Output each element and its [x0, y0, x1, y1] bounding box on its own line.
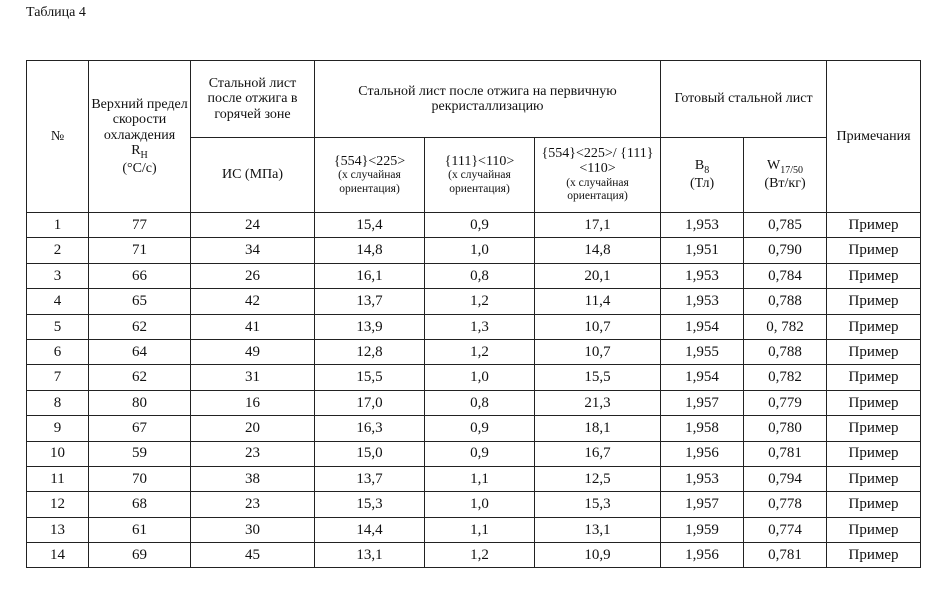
cell-554-225: 15,4	[315, 213, 425, 238]
cell-b8: 1,953	[661, 213, 744, 238]
cell-b8: 1,951	[661, 238, 744, 263]
cell-note: Пример	[827, 213, 921, 238]
cell-cooling-rate: 65	[89, 289, 191, 314]
cell-note: Пример	[827, 441, 921, 466]
table-row	[27, 492, 921, 517]
cell-w17-50: 0,794	[744, 466, 827, 491]
header-w-sub: 17/50	[780, 165, 804, 177]
cell-111-110: 1,0	[425, 238, 535, 263]
header-w-unit: (Вт/кг)	[764, 176, 806, 192]
cell-no: 7	[27, 365, 89, 390]
header-cooling-rate-sub: H	[140, 149, 148, 161]
cell-111-110: 1,3	[425, 314, 535, 339]
cell-w17-50: 0,781	[744, 543, 827, 568]
cell-111-110: 1,0	[425, 492, 535, 517]
header-primary-group: Стальной лист после отжига на первичную рекристаллизацию	[315, 61, 661, 138]
cell-w17-50: 0,781	[744, 441, 827, 466]
cell-554-225: 12,8	[315, 339, 425, 364]
cell-cooling-rate: 80	[89, 390, 191, 415]
cell-is: 34	[191, 238, 315, 263]
cell-is: 41	[191, 314, 315, 339]
cell-no: 5	[27, 314, 89, 339]
cell-no: 3	[27, 263, 89, 288]
data-table	[26, 60, 921, 568]
cell-b8: 1,956	[661, 543, 744, 568]
cell-is: 42	[191, 289, 315, 314]
cell-cooling-rate: 62	[89, 365, 191, 390]
cell-cooling-rate: 69	[89, 543, 191, 568]
cell-note: Пример	[827, 543, 921, 568]
cell-cooling-rate: 71	[89, 238, 191, 263]
cell-no: 10	[27, 441, 89, 466]
cell-111-110: 0,9	[425, 416, 535, 441]
cell-cooling-rate: 77	[89, 213, 191, 238]
cell-note: Пример	[827, 289, 921, 314]
table-row	[27, 543, 921, 568]
table-row	[27, 466, 921, 491]
cell-is: 23	[191, 492, 315, 517]
cell-cooling-rate: 70	[89, 466, 191, 491]
header-554-225-main: {554}<225>	[333, 153, 406, 169]
cell-b8: 1,954	[661, 314, 744, 339]
cell-b8: 1,953	[661, 466, 744, 491]
cell-111-110: 1,2	[425, 289, 535, 314]
cell-b8: 1,958	[661, 416, 744, 441]
cell-is: 31	[191, 365, 315, 390]
cell-no: 12	[27, 492, 89, 517]
cell-cooling-rate: 59	[89, 441, 191, 466]
cell-cooling-rate: 68	[89, 492, 191, 517]
header-ratio	[535, 138, 661, 213]
cell-w17-50: 0,784	[744, 263, 827, 288]
cell-w17-50: 0,782	[744, 365, 827, 390]
header-554-225-sub: (х случайная ориентация)	[338, 168, 401, 195]
cell-b8: 1,953	[661, 289, 744, 314]
cell-111-110: 1,2	[425, 339, 535, 364]
cell-w17-50: 0, 782	[744, 314, 827, 339]
cell-b8: 1,954	[661, 365, 744, 390]
header-ratio-main: {554}<225>/ {111}<110>	[541, 145, 654, 177]
header-ratio-sub: (х случайная ориентация)	[566, 176, 629, 203]
table-row	[27, 339, 921, 364]
header-b8-symbol: B	[694, 158, 705, 174]
header-cooling-rate-symbol: R	[131, 142, 141, 158]
cell-ratio: 12,5	[535, 466, 661, 491]
cell-b8: 1,959	[661, 517, 744, 542]
cell-b8: 1,956	[661, 441, 744, 466]
header-w-symbol: W	[767, 158, 781, 174]
cell-cooling-rate: 61	[89, 517, 191, 542]
table-body	[27, 213, 921, 568]
header-111-110-main: {111}<110>	[444, 153, 515, 169]
cell-note: Пример	[827, 390, 921, 415]
cell-w17-50: 0,785	[744, 213, 827, 238]
cell-111-110: 0,8	[425, 390, 535, 415]
cell-ratio: 20,1	[535, 263, 661, 288]
header-b8	[661, 138, 744, 213]
cell-ratio: 13,1	[535, 517, 661, 542]
cell-554-225: 15,3	[315, 492, 425, 517]
cell-b8: 1,955	[661, 339, 744, 364]
cell-b8: 1,957	[661, 390, 744, 415]
cell-no: 9	[27, 416, 89, 441]
cell-b8: 1,953	[661, 263, 744, 288]
cell-no: 14	[27, 543, 89, 568]
table-row	[27, 263, 921, 288]
cell-111-110: 0,9	[425, 441, 535, 466]
cell-554-225: 16,1	[315, 263, 425, 288]
table-row	[27, 238, 921, 263]
header-row-top	[27, 61, 921, 138]
cell-is: 49	[191, 339, 315, 364]
header-b8-sub: 8	[704, 165, 710, 177]
table-row	[27, 517, 921, 542]
cell-w17-50: 0,774	[744, 517, 827, 542]
header-notes: Примечания	[827, 61, 921, 213]
header-finished-group: Готовый стальной лист	[661, 61, 827, 138]
cell-is: 30	[191, 517, 315, 542]
cell-w17-50: 0,780	[744, 416, 827, 441]
table-caption: Таблица 4	[26, 5, 86, 20]
table-row	[27, 390, 921, 415]
cell-w17-50: 0,790	[744, 238, 827, 263]
header-w	[744, 138, 827, 213]
cell-111-110: 1,1	[425, 517, 535, 542]
cell-554-225: 15,5	[315, 365, 425, 390]
cell-no: 11	[27, 466, 89, 491]
cell-is: 20	[191, 416, 315, 441]
cell-ratio: 14,8	[535, 238, 661, 263]
cell-is: 24	[191, 213, 315, 238]
cell-111-110: 1,0	[425, 365, 535, 390]
cell-note: Пример	[827, 314, 921, 339]
header-cooling-rate	[89, 61, 191, 213]
cell-no: 1	[27, 213, 89, 238]
header-cooling-rate-text: Верхний предел скорости охлаждения	[91, 96, 188, 143]
cell-is: 45	[191, 543, 315, 568]
cell-111-110: 1,1	[425, 466, 535, 491]
cell-w17-50: 0,779	[744, 390, 827, 415]
cell-ratio: 10,7	[535, 314, 661, 339]
cell-w17-50: 0,778	[744, 492, 827, 517]
cell-note: Пример	[827, 466, 921, 491]
cell-w17-50: 0,788	[744, 339, 827, 364]
cell-ratio: 10,7	[535, 339, 661, 364]
cell-b8: 1,957	[661, 492, 744, 517]
header-111-110-sub: (х случайная ориентация)	[448, 168, 511, 195]
table-row	[27, 441, 921, 466]
header-no: №	[27, 61, 89, 213]
cell-554-225: 14,8	[315, 238, 425, 263]
cell-note: Пример	[827, 365, 921, 390]
cell-111-110: 0,8	[425, 263, 535, 288]
table-row	[27, 314, 921, 339]
cell-note: Пример	[827, 492, 921, 517]
cell-554-225: 13,9	[315, 314, 425, 339]
cell-ratio: 21,3	[535, 390, 661, 415]
cell-is: 26	[191, 263, 315, 288]
header-b8-unit: (Тл)	[689, 176, 715, 192]
cell-554-225: 13,1	[315, 543, 425, 568]
cell-no: 8	[27, 390, 89, 415]
cell-ratio: 15,3	[535, 492, 661, 517]
cell-is: 16	[191, 390, 315, 415]
cell-cooling-rate: 66	[89, 263, 191, 288]
cell-note: Пример	[827, 517, 921, 542]
cell-ratio: 17,1	[535, 213, 661, 238]
cell-w17-50: 0,788	[744, 289, 827, 314]
cell-no: 13	[27, 517, 89, 542]
cell-note: Пример	[827, 263, 921, 288]
cell-note: Пример	[827, 416, 921, 441]
cell-554-225: 17,0	[315, 390, 425, 415]
header-is: ИС (МПа)	[191, 138, 315, 213]
cell-note: Пример	[827, 238, 921, 263]
cell-554-225: 14,4	[315, 517, 425, 542]
cell-554-225: 16,3	[315, 416, 425, 441]
cell-no: 2	[27, 238, 89, 263]
cell-554-225: 13,7	[315, 466, 425, 491]
cell-note: Пример	[827, 339, 921, 364]
table-row	[27, 365, 921, 390]
cell-ratio: 11,4	[535, 289, 661, 314]
cell-ratio: 18,1	[535, 416, 661, 441]
header-cooling-rate-unit: (°C/c)	[122, 160, 157, 176]
table-row	[27, 213, 921, 238]
cell-no: 6	[27, 339, 89, 364]
cell-554-225: 15,0	[315, 441, 425, 466]
cell-554-225: 13,7	[315, 289, 425, 314]
cell-ratio: 15,5	[535, 365, 661, 390]
cell-cooling-rate: 64	[89, 339, 191, 364]
cell-cooling-rate: 67	[89, 416, 191, 441]
cell-111-110: 0,9	[425, 213, 535, 238]
header-hot-zone-group: Стальной лист после отжига в горячей зоне	[191, 61, 315, 138]
cell-is: 23	[191, 441, 315, 466]
header-554-225	[315, 138, 425, 213]
cell-is: 38	[191, 466, 315, 491]
cell-ratio: 10,9	[535, 543, 661, 568]
cell-no: 4	[27, 289, 89, 314]
table-row	[27, 416, 921, 441]
header-111-110	[425, 138, 535, 213]
cell-cooling-rate: 62	[89, 314, 191, 339]
cell-ratio: 16,7	[535, 441, 661, 466]
table-row	[27, 289, 921, 314]
cell-111-110: 1,2	[425, 543, 535, 568]
